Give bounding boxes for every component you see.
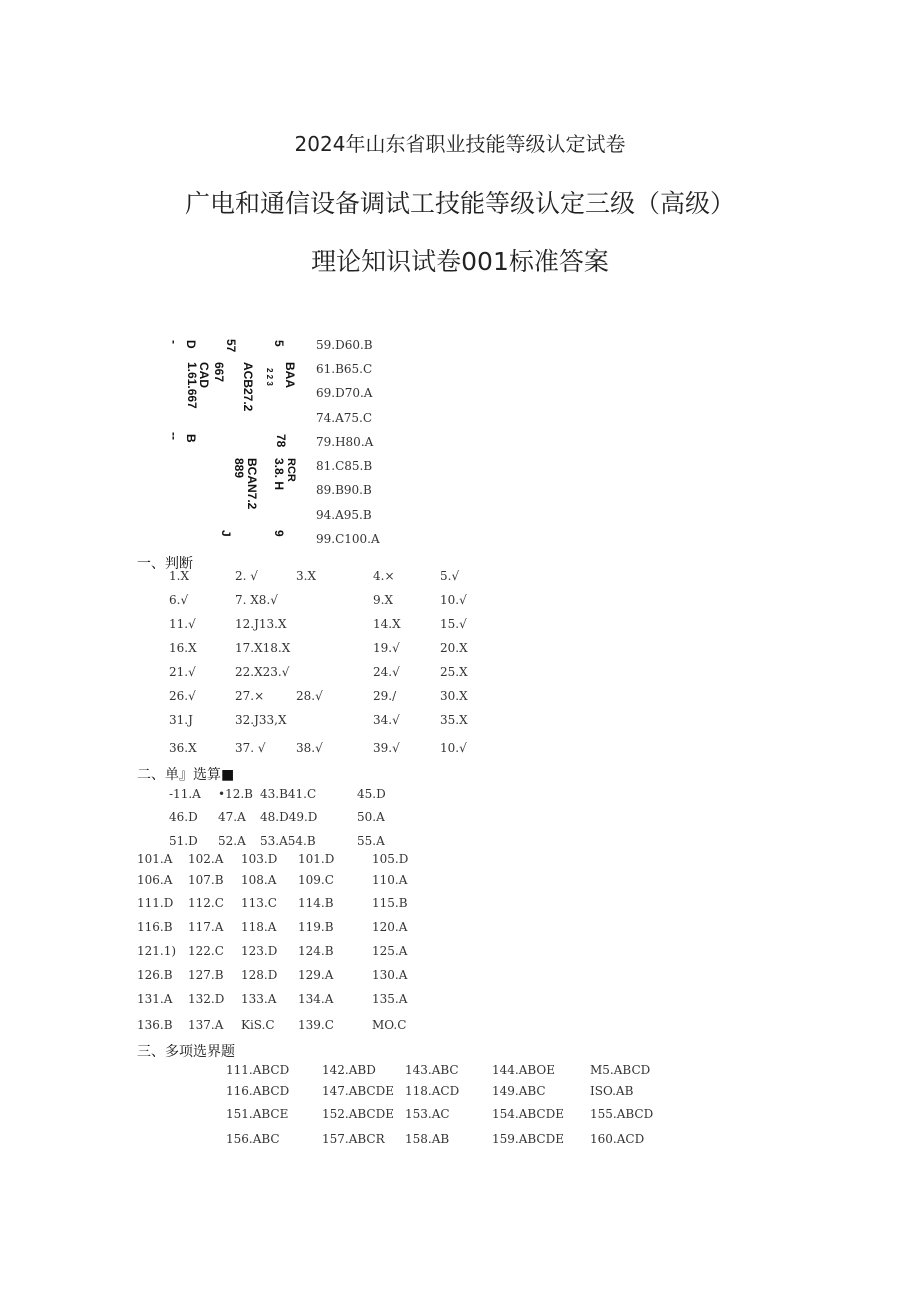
answer-cell: 50.A	[357, 810, 385, 824]
answer-cell: 109.C	[298, 873, 334, 887]
answer-cell: 126.B	[137, 968, 173, 982]
answer-cell: 26.√	[169, 689, 196, 703]
answer-cell: 127.B	[188, 968, 224, 982]
answer-cell: 35.X	[440, 713, 468, 727]
answer-cell: 130.A	[372, 968, 408, 982]
answer-cell: 147.ABCDE	[322, 1084, 394, 1098]
answer-cell: 106.A	[137, 873, 173, 887]
answer-cell: 135.A	[372, 992, 408, 1006]
answer-item: 99.C100.A	[316, 532, 380, 546]
rotated-text: 889	[232, 458, 246, 479]
rotated-text: ACB27.2	[241, 362, 255, 412]
answer-cell: 156.ABC	[226, 1132, 280, 1146]
rotated-text: 3.8. H	[272, 458, 286, 491]
answer-cell: 152.ABCDE	[322, 1107, 394, 1121]
answer-cell: 47.A	[218, 810, 246, 824]
answer-cell: 3.X	[296, 569, 316, 583]
answer-item: 69.D70.A	[316, 386, 373, 400]
answer-cell: 134.A	[298, 992, 334, 1006]
answer-cell: 38.√	[296, 741, 323, 755]
answer-cell: 101.A	[137, 852, 173, 866]
answer-cell: 43.B41.C	[260, 787, 317, 801]
title-line-2: 广电和通信设备调试工技能等级认定三级（高级）	[184, 189, 735, 218]
rotated-text: --	[167, 432, 181, 440]
answer-cell: 133.A	[241, 992, 277, 1006]
answer-cell: 102.A	[188, 852, 224, 866]
answer-cell: 55.A	[357, 834, 385, 848]
answer-cell: 151.ABCE	[226, 1107, 289, 1121]
answer-cell: KiS.C	[241, 1018, 275, 1032]
answer-cell: 19.√	[373, 641, 400, 655]
answer-cell: 137.A	[188, 1018, 224, 1032]
answer-cell: M5.ABCD	[590, 1063, 651, 1077]
answer-cell: 52.A	[218, 834, 246, 848]
section-title-judge: 一、判断	[137, 556, 193, 572]
answer-item: 79.H80.A	[316, 435, 374, 449]
answer-cell: 131.A	[137, 992, 173, 1006]
answer-cell: 142.ABD	[322, 1063, 376, 1077]
section-title-single: 二、单』选算■	[137, 767, 235, 783]
answer-cell: 1.X	[169, 569, 189, 583]
rotated-text: D	[184, 340, 198, 349]
answer-cell: 129.A	[298, 968, 334, 982]
answer-cell: 25.X	[440, 665, 468, 679]
answer-cell: 29./	[373, 689, 397, 703]
rotated-text: 1.61.667	[185, 362, 199, 409]
answer-cell: 159.ABCDE	[492, 1132, 564, 1146]
title-line-3: 理论知识试卷001标准答案	[311, 247, 609, 276]
answer-cell: 16.X	[169, 641, 197, 655]
answer-cell: 103.D	[241, 852, 278, 866]
answer-cell: 117.A	[188, 920, 224, 934]
answer-cell: 158.AB	[405, 1132, 450, 1146]
answer-cell: 46.D	[169, 810, 198, 824]
answer-cell: 155.ABCD	[590, 1107, 654, 1121]
answer-cell: 10.√	[440, 593, 467, 607]
answer-cell: 34.√	[373, 713, 400, 727]
answer-cell: 11.√	[169, 617, 196, 631]
answer-cell: 125.A	[372, 944, 408, 958]
rotated-text: RCR	[285, 458, 297, 482]
rotated-text: BCAN7.2	[245, 458, 259, 510]
answer-cell: 21.√	[169, 665, 196, 679]
answer-cell: 110.A	[372, 873, 408, 887]
answer-cell: 112.C	[188, 896, 224, 910]
answer-cell: 115.B	[372, 896, 408, 910]
answer-cell: 121.1)	[137, 944, 177, 958]
answer-cell: 136.B	[137, 1018, 173, 1032]
answer-cell: 160.ACD	[590, 1132, 645, 1146]
answer-cell: 118.A	[241, 920, 277, 934]
rotated-text: 57	[224, 339, 238, 353]
rotated-text: 78	[274, 434, 288, 448]
rotated-text: 5	[272, 340, 286, 347]
answer-cell: 111.ABCD	[226, 1063, 290, 1077]
answer-cell: 48.D49.D	[260, 810, 318, 824]
answer-cell: 128.D	[241, 968, 278, 982]
answer-cell: 4.×	[373, 569, 395, 583]
answer-cell: 116.ABCD	[226, 1084, 290, 1098]
answer-cell: 17.X18.X	[235, 641, 291, 655]
answer-cell: 157.ABCR	[322, 1132, 385, 1146]
answer-cell: 122.C	[188, 944, 224, 958]
answer-cell: 111.D	[137, 896, 174, 910]
answer-cell: 31.J	[169, 713, 193, 727]
answer-cell: 154.ABCDE	[492, 1107, 564, 1121]
rotated-text: J	[219, 530, 233, 537]
answer-cell: 53.A54.B	[260, 834, 316, 848]
answer-cell: 132.D	[188, 992, 225, 1006]
answer-cell: 22.X23.√	[235, 665, 290, 679]
section-title-multi: 三、多项选界题	[137, 1044, 235, 1060]
answer-item: 94.A95.B	[316, 508, 372, 522]
answer-cell: 14.X	[373, 617, 401, 631]
answer-cell: 105.D	[372, 852, 409, 866]
rotated-text: B	[184, 434, 198, 443]
answer-cell: -11.A	[169, 787, 201, 801]
answer-cell: 45.D	[357, 787, 386, 801]
answer-cell: 39.√	[373, 741, 400, 755]
answer-cell: 116.B	[137, 920, 173, 934]
answer-cell: 15.√	[440, 617, 467, 631]
answer-cell: 107.B	[188, 873, 224, 887]
answer-cell: 113.C	[241, 896, 277, 910]
answer-item: 89.B90.B	[316, 483, 372, 497]
answer-cell: 20.X	[440, 641, 468, 655]
answer-cell: 2. √	[235, 569, 258, 583]
answer-cell: 144.ABOE	[492, 1063, 556, 1077]
answer-cell: 153.AC	[405, 1107, 450, 1121]
answer-cell: 143.ABC	[405, 1063, 459, 1077]
answer-cell: 36.X	[169, 741, 197, 755]
answer-cell: 7. X8.√	[235, 593, 278, 607]
answer-cell: 27.×	[235, 689, 265, 703]
answer-cell: 30.X	[440, 689, 468, 703]
answer-cell: 12.J13.X	[235, 617, 287, 631]
answer-item: 59.D60.B	[316, 338, 373, 352]
rotated-text: 9	[272, 530, 286, 537]
answer-cell: 123.D	[241, 944, 278, 958]
answer-cell: 51.D	[169, 834, 198, 848]
answer-cell: 118.ACD	[405, 1084, 460, 1098]
answer-cell: 24.√	[373, 665, 400, 679]
answer-cell: 10.√	[440, 741, 467, 755]
answer-cell: 5.√	[440, 569, 460, 583]
answer-cell: 37. √	[235, 741, 266, 755]
rotated-text: 667	[212, 362, 226, 383]
rotated-text: 2 2 3	[265, 368, 274, 386]
answer-cell: 9.X	[373, 593, 393, 607]
rotated-text: CAD	[197, 362, 211, 388]
rotated-text: BAA	[283, 362, 297, 388]
answer-cell: •12.B	[218, 787, 253, 801]
answer-cell: 32.J33,X	[235, 713, 287, 727]
answer-item: 61.B65.C	[316, 362, 373, 376]
answer-cell: 120.A	[372, 920, 408, 934]
answer-cell: 119.B	[298, 920, 334, 934]
answer-cell: 28.√	[296, 689, 323, 703]
answer-cell: ISO.AB	[590, 1084, 634, 1098]
title-line-1: 2024年山东省职业技能等级认定试卷	[294, 132, 626, 156]
answer-cell: 6.√	[169, 593, 189, 607]
answer-cell: 124.B	[298, 944, 334, 958]
answer-item: 81.C85.B	[316, 459, 373, 473]
answer-cell: 149.ABC	[492, 1084, 546, 1098]
answer-item: 74.A75.C	[316, 411, 373, 425]
answer-cell: 101.D	[298, 852, 335, 866]
rotated-text: -	[167, 340, 181, 344]
answer-cell: MO.C	[372, 1018, 407, 1032]
answer-cell: 108.A	[241, 873, 277, 887]
answer-cell: 139.C	[298, 1018, 334, 1032]
answer-cell: 114.B	[298, 896, 334, 910]
